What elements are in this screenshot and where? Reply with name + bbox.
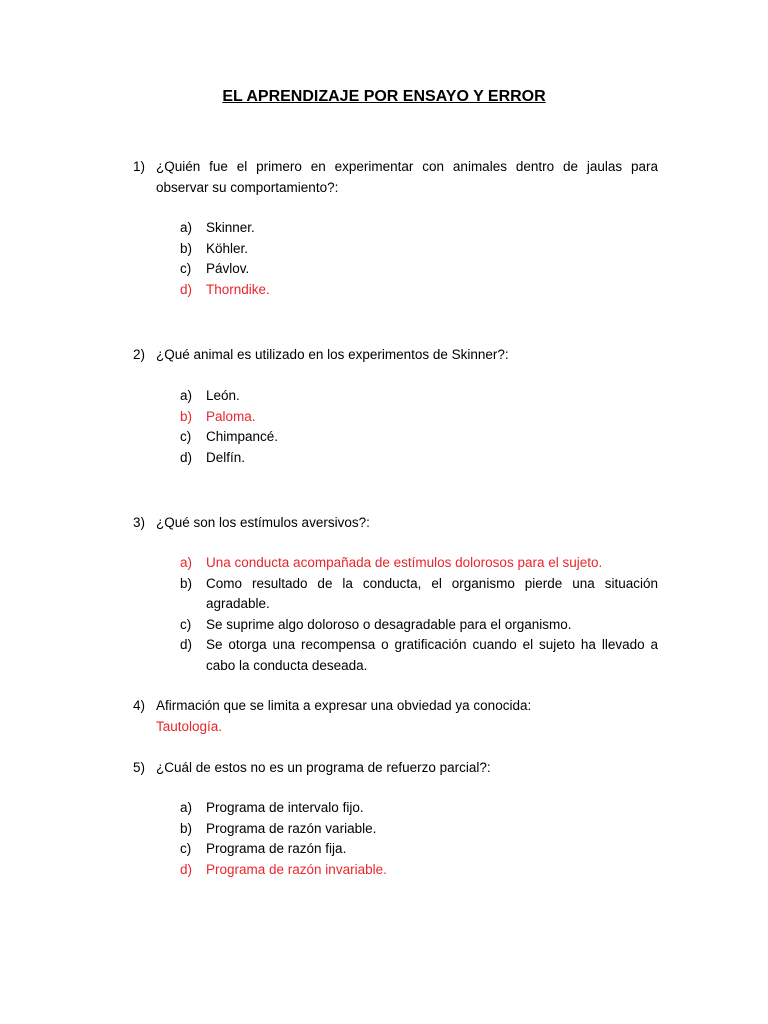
option-letter: a) (180, 388, 193, 403)
option-text: Como resultado de la conducta, el organismo pierde una situación agradable. (206, 575, 658, 611)
option-text: Köhler. (206, 240, 249, 256)
option-text: Thorndike. (206, 281, 270, 297)
option-d (180, 635, 658, 676)
option-b (180, 574, 658, 615)
question-number: 1) (133, 159, 146, 174)
option-d (180, 448, 658, 469)
option-c (180, 839, 658, 860)
question-5 (133, 758, 658, 779)
answer-text: Tautología. (156, 718, 223, 734)
option-text: Paloma. (206, 408, 256, 424)
option-a (180, 386, 658, 407)
option-letter: d) (180, 449, 193, 465)
option-text: Chimpancé. (206, 429, 279, 444)
question-1-options (180, 218, 658, 300)
option-text: Se suprime algo doloroso o desagradable para el organismo. (206, 616, 572, 632)
question-2-options (180, 386, 658, 468)
option-text: Programa de razón invariable. (206, 861, 387, 877)
option-a (180, 218, 658, 239)
option-text: Una conducta acompañada de estímulos dolorosos para el sujeto. (206, 555, 603, 570)
option-letter: c) (180, 841, 192, 856)
option-text: Programa de intervalo fijo. (206, 800, 364, 815)
option-b (180, 239, 658, 260)
question-text: ¿Cuál de estos no es un programa de refuerzo parcial?: (156, 760, 491, 775)
option-letter: b) (180, 240, 193, 256)
option-text: Se otorga una recompensa o gratificación cuando el sujeto ha llevado a cabo la conducta deseada. (206, 637, 658, 673)
question-2 (133, 345, 658, 366)
question-text: Afirmación que se limita a expresar una obviedad ya conocida: (156, 698, 532, 713)
question-3 (133, 513, 658, 534)
option-letter: c) (180, 429, 192, 444)
option-letter: a) (180, 220, 193, 235)
page-title: EL APRENDIZAJE POR ENSAYO Y ERROR (222, 88, 546, 105)
question-number: 2) (133, 347, 146, 362)
question-3-options (180, 553, 658, 676)
option-text: Pávlov. (206, 261, 250, 276)
option-b (180, 819, 658, 840)
question-4 (133, 696, 658, 737)
option-letter: d) (180, 281, 193, 297)
question-number: 4) (133, 698, 146, 713)
question-number: 3) (133, 515, 146, 530)
question-text: ¿Quién fue el primero en experimentar con animales dentro de jaulas para observar su comportamiento?: (156, 159, 658, 195)
option-d-correct (180, 860, 658, 881)
option-text: Programa de razón variable. (206, 820, 377, 836)
option-a (180, 798, 658, 819)
option-c (180, 615, 658, 636)
option-c (180, 259, 658, 280)
question-text: ¿Qué son los estímulos aversivos?: (156, 515, 370, 530)
option-a-correct (180, 553, 658, 574)
option-text: León. (206, 388, 240, 403)
option-letter: d) (180, 861, 193, 877)
option-text: Programa de razón fija. (206, 841, 347, 856)
option-letter: b) (180, 408, 193, 424)
question-1 (133, 157, 658, 198)
question-number: 5) (133, 760, 146, 775)
option-c (180, 427, 658, 448)
option-letter: b) (180, 820, 193, 836)
option-text: Skinner. (206, 220, 255, 235)
option-letter: a) (180, 800, 193, 815)
option-letter: c) (180, 616, 192, 632)
option-letter: c) (180, 261, 192, 276)
option-d-correct (180, 280, 658, 301)
option-letter: b) (180, 575, 193, 591)
option-letter: d) (180, 637, 193, 652)
option-text: Delfín. (206, 449, 246, 465)
question-text: ¿Qué animal es utilizado en los experimentos de Skinner?: (156, 347, 509, 362)
question-5-options (180, 798, 658, 880)
option-b-correct (180, 407, 658, 428)
option-letter: a) (180, 555, 193, 570)
